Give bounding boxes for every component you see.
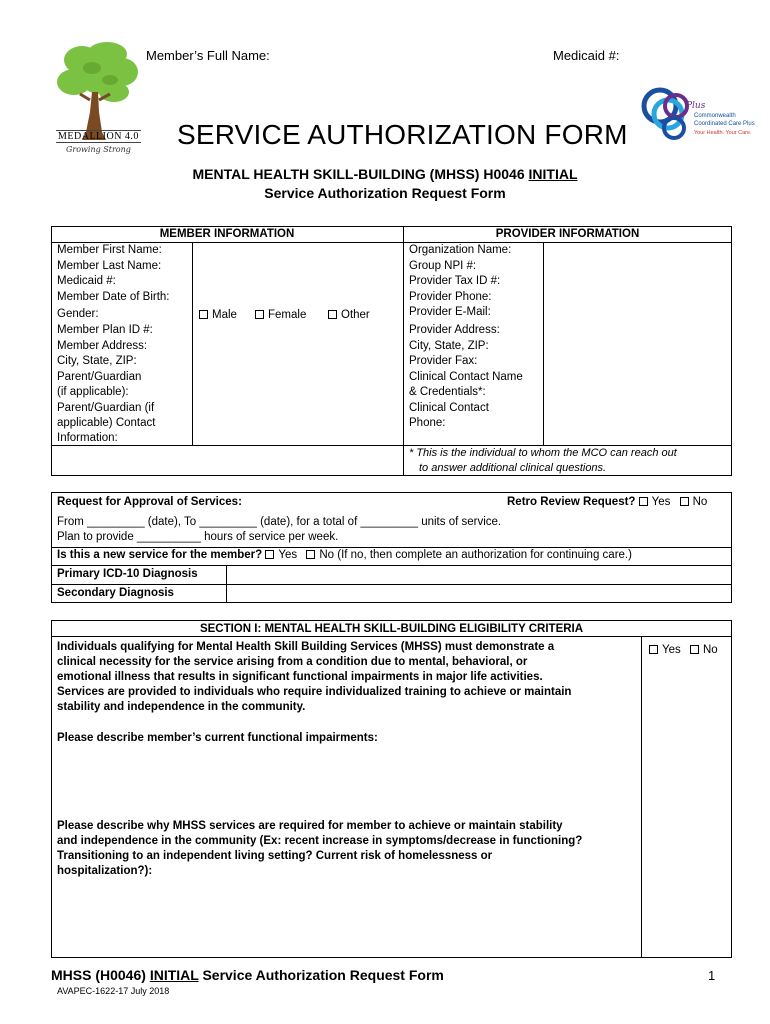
provider-field-label: Provider Tax ID #:	[409, 275, 501, 287]
gender-other-label: Other	[341, 309, 370, 321]
checkbox-icon[interactable]	[680, 497, 689, 506]
criteria-yes-label: Yes	[662, 644, 681, 656]
criteria-text: Individuals qualifying for Mental Health Skill Building Services (MHSS) must demonstrate a	[57, 641, 555, 653]
footer-title	[51, 967, 444, 983]
criteria-text: Services are provided to individuals who require individualized training to achieve or maintain	[57, 686, 572, 698]
checkbox-icon	[199, 310, 208, 319]
member-field-label: Parent/Guardian (if	[57, 402, 155, 414]
provider-field-label: Provider Fax:	[409, 355, 478, 367]
footer-title-underlined: INITIAL	[149, 967, 199, 983]
member-field-label: applicable) Contact	[57, 417, 156, 429]
checkbox-icon[interactable]	[265, 550, 274, 559]
provider-field-label: City, State, ZIP:	[409, 340, 489, 352]
why-prompt: and independence in the community (Ex: recent increase in symptoms/decrease in functioning?	[57, 835, 583, 847]
impairments-prompt: Please describe member’s current functional impairments:	[57, 732, 378, 744]
footer-title-prefix: MHSS (H0046)	[51, 967, 150, 983]
gender-option-other[interactable]	[328, 308, 370, 324]
section1-heading: SECTION I: MENTAL HEALTH SKILL-BUILDING ELIGIBILITY CRITERIA	[199, 623, 584, 635]
criteria-text: stability and independence in the community.	[57, 701, 306, 713]
member-field-label: Information:	[57, 432, 118, 444]
form-title: SERVICE AUTHORIZATION FORM	[177, 119, 628, 150]
right-logo-plus: Plus	[686, 101, 706, 111]
provider-field-label: Provider Address:	[409, 324, 500, 336]
impairments-answer-area[interactable]	[57, 750, 637, 816]
primary-diagnosis-label: Primary ICD-10 Diagnosis	[57, 568, 198, 580]
criteria-text: emotional illness that results in significant functional impairments in major life activities.	[57, 671, 543, 683]
service-date-range[interactable]: From _________ (date), To _________ (date), for a total of _________ units of service.	[57, 516, 502, 528]
member-field-label: City, State, ZIP:	[57, 355, 137, 367]
member-field-label: Gender:	[57, 308, 99, 320]
left-logo-text: MEDALLION 4.0	[58, 131, 139, 142]
subtitle-main: MENTAL HEALTH SKILL-BUILDING (MHSS) H0046	[192, 166, 529, 182]
checkbox-icon	[255, 310, 264, 319]
right-logo-line1: Commonwealth	[694, 113, 736, 119]
provider-field-label: Phone:	[409, 417, 446, 429]
why-answer-area[interactable]	[57, 882, 637, 954]
member-field-label: Member Date of Birth:	[57, 291, 170, 303]
provider-field-label: Provider E-Mail:	[409, 306, 491, 318]
criteria-no-label: No	[702, 644, 718, 656]
new-service-no: No (If no, then complete an authorization for continuing care.)	[319, 549, 632, 561]
member-field-label: Member Address:	[57, 340, 148, 352]
member-field-label: (if applicable):	[57, 386, 129, 398]
provider-field-label: & Credentials*:	[409, 386, 486, 398]
why-prompt: Transitioning to an independent living setting? Current risk of homelessness or	[57, 850, 493, 862]
provider-field-label: Clinical Contact	[409, 402, 489, 414]
medicaid-number-label: Medicaid #:	[553, 48, 620, 63]
subtitle-underlined: INITIAL	[528, 166, 578, 182]
form-code: AVAPEC-1622-17 July 2018	[57, 986, 170, 996]
why-prompt: hospitalization?):	[57, 865, 153, 877]
why-prompt: Please describe why MHSS services are required for member to achieve or maintain stability	[57, 820, 563, 832]
provider-note-line2: to answer additional clinical questions.	[419, 462, 607, 474]
gender-male-label: Male	[212, 309, 237, 321]
hours-per-week[interactable]: Plan to provide __________ hours of service per week.	[57, 531, 339, 543]
criteria-yes-no	[649, 643, 718, 659]
form-subtitle	[0, 166, 770, 182]
retro-review-label: Retro Review Request?	[507, 496, 636, 508]
member-full-name-label: Member’s Full Name:	[146, 48, 270, 63]
gender-option-male[interactable]	[199, 308, 237, 324]
checkbox-icon[interactable]	[690, 645, 699, 654]
right-logo-line2: Coordinated Care Plus	[694, 121, 755, 127]
right-logo-line3: Your Health. Your Care.	[694, 130, 752, 136]
criteria-text: clinical necessity for the service arising from a condition due to mental, behavioral, or	[57, 656, 528, 668]
provider-field-label: Provider Phone:	[409, 291, 492, 303]
checkbox-icon[interactable]	[639, 497, 648, 506]
retro-yes-label: Yes	[651, 496, 671, 508]
provider-field-label: Clinical Contact Name	[409, 371, 523, 383]
provider-info-heading: PROVIDER INFORMATION	[495, 228, 640, 240]
member-field-label: Member First Name:	[57, 244, 162, 256]
form-subtitle-second: Service Authorization Request Form	[264, 185, 506, 201]
member-info-heading: MEMBER INFORMATION	[159, 228, 295, 240]
secondary-diagnosis-label: Secondary Diagnosis	[57, 587, 174, 599]
footer-title-suffix: Service Authorization Request Form	[198, 967, 444, 983]
checkbox-icon[interactable]	[649, 645, 658, 654]
page-number: 1	[708, 968, 716, 983]
left-logo-tagline: Growing Strong	[66, 145, 131, 154]
ccc-plus-logo	[638, 84, 753, 154]
member-field-label: Medicaid #:	[57, 275, 116, 287]
gender-option-female[interactable]	[255, 308, 306, 324]
new-service-question: Is this a new service for the member?	[57, 549, 263, 561]
retro-review	[507, 495, 707, 511]
provider-field-label: Organization Name:	[409, 244, 512, 256]
member-field-label: Member Last Name:	[57, 260, 162, 272]
provider-note-line1: * This is the individual to whom the MCO can reach out	[409, 447, 677, 459]
checkbox-icon[interactable]	[306, 550, 315, 559]
member-field-label: Member Plan ID #:	[57, 324, 153, 336]
provider-field-label: Group NPI #:	[409, 260, 477, 272]
retro-no-label: No	[692, 496, 708, 508]
approval-label: Request for Approval of Services:	[57, 496, 242, 508]
new-service-yes: Yes	[278, 549, 298, 561]
checkbox-icon	[328, 310, 337, 319]
member-field-label: Parent/Guardian	[57, 371, 142, 383]
new-service-question-row	[57, 548, 632, 564]
gender-female-label: Female	[268, 309, 307, 321]
